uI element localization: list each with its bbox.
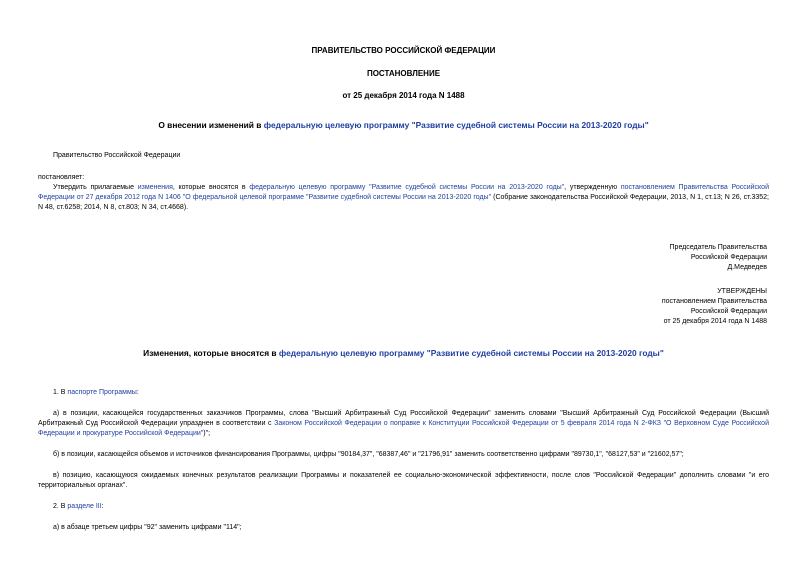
document-type-heading: ПОСТАНОВЛЕНИЕ [366, 69, 441, 78]
item-1a [38, 409, 769, 439]
resolution-text-2: , которые вносятся в [172, 184, 250, 191]
document-title-link[interactable]: федеральную целевую программу "Развитие судебной системы России на 2013-2020 годы" [263, 120, 649, 130]
program-link[interactable]: федеральную целевую программу "Развитие судебной системы России на 2013-2020 годы" [249, 184, 565, 191]
changes-title-prefix: Изменения, которые вносятся в [143, 348, 279, 358]
signature-name: Д.Медведев [727, 264, 767, 271]
changes-link[interactable]: изменения [137, 184, 173, 191]
item-1-prefix: 1. В [53, 389, 68, 396]
item-1-suffix: : [136, 389, 139, 396]
resolution-text-3: , утвержденную [564, 184, 621, 191]
government-heading: ПРАВИТЕЛЬСТВО РОССИЙСКОЙ ФЕДЕРАЦИИ [311, 46, 496, 55]
resolution-text-4: (Собрание законодательства Российской Федерации, 2013, N 1, ст.13; N 26, ст.3352; N 48, ст.6258; 2014, N 8, ст.803; N 34, ст.4668). [38, 194, 769, 211]
resolves-text: постановляет: [38, 174, 85, 181]
document-date-number: от 25 декабря 2014 года N 1488 [342, 91, 465, 100]
document-title-prefix: О внесении изменений в [158, 120, 264, 130]
item-2-suffix: : [101, 503, 104, 510]
item-1a-text: а) в позиции, касающейся государственных заказчиков Программы, слова "Высший Арбитражный Суд Российской Федерации" заменить словами "Высший Арбитражный Суд Российской Федерации (Высший Арбитражный Суд Российской Федерации упразднен в соответствии с [38, 410, 769, 427]
changes-title-link[interactable]: федеральную целевую программу "Развитие судебной системы России на 2013-2020 годы" [278, 348, 664, 358]
program-passport-link[interactable]: паспорте Программы [67, 389, 137, 396]
intro-text: Правительство Российской Федерации [53, 152, 181, 159]
decree-link[interactable]: постановлением Правительства Российской Федерации от 27 декабря 2012 года N 1406 "О федеральной целевой программе "Развитие судебной системы России на 2013-2020 годы" [38, 184, 769, 201]
signature-position: Председатель Правительства [669, 244, 767, 251]
resolution-paragraph [38, 183, 769, 213]
changes-title [0, 348, 807, 358]
item-1a-end: )"; [203, 430, 211, 437]
item-1c: в) позицию, касающуюся ожидаемых конечных результатов реализации Программы и показателей ее социально-экономической эффективности, после слов "Российской Федерации" дополнить словами "и его территориальных органах". [38, 472, 769, 489]
approval-title: УТВЕРЖДЕНЫ [717, 288, 767, 295]
signature-organization: Российской Федерации [690, 254, 767, 261]
section-iii-link[interactable]: разделе III [67, 503, 102, 510]
item-1b: б) в позиции, касающейся объемов и источников финансирования Программы, цифры "90184,37", "68387,46" и "21796,91" заменить соответственно цифрами "89730,1", "68127,53" и "21602,57"; [53, 451, 684, 458]
constitution-amendment-link[interactable]: Законом Российской Федерации о поправке к Конституции Российской Федерации от 5 февраля 2014 года N 2-ФКЗ "О Верховном Суде Российской Федерации и прокуратуре Российской Федерации" [38, 420, 769, 437]
resolution-text-1: Утвердить прилагаемые [53, 184, 138, 191]
approval-line-4: от 25 декабря 2014 года N 1488 [663, 318, 767, 325]
signature-block [670, 243, 767, 273]
item-2 [53, 502, 104, 512]
item-1 [53, 388, 139, 398]
item-2-prefix: 2. В [53, 503, 68, 510]
approval-line-2: постановлением Правительства [661, 298, 767, 305]
approval-line-3: Российской Федерации [690, 308, 767, 315]
approval-block [662, 287, 767, 327]
item-2a: а) в абзаце третьем цифры "92" заменить цифрами "114"; [53, 524, 242, 531]
document-title [0, 120, 807, 130]
